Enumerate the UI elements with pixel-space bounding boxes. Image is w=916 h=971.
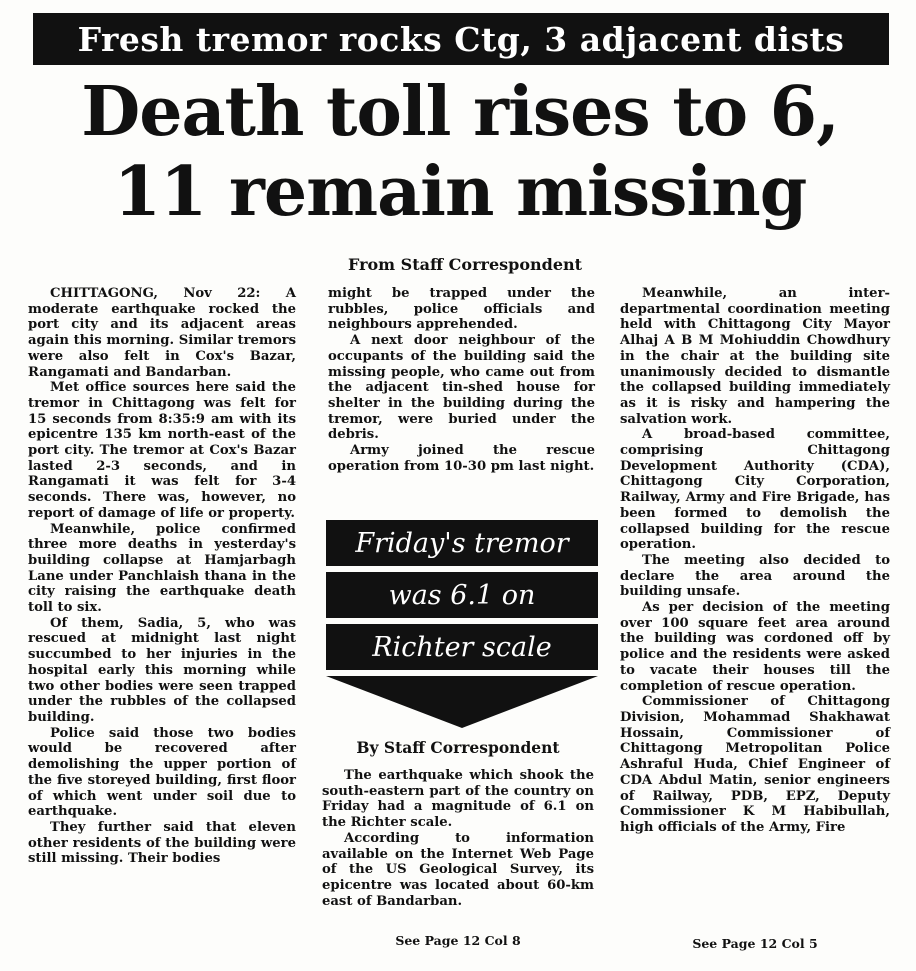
paragraph: Meanwhile, police confirmed three more deaths in yesterday's building collapse at Hamjarbagh Lane under Panchlaish thana in the city raising the earthquake death toll to six. [28,521,296,616]
paragraph: Met office sources here said the tremor in Chittagong was felt for 15 seconds from 8:35:9 am with its epicentre 135 km north-east of the port city. The tremor at Cox's Bazar lasted 2-3 seconds, and in Rangamati it was felt for 3-4 seconds. There was, however, no report of damage of life or property. [28,380,296,521]
continuation-note: See Page 12 Col 5 [692,936,818,951]
paragraph: CHITTAGONG, Nov 22: A moderate earthquake rocked the port city and its adjacent areas again this morning. Similar tremors were also felt in Cox's Bazar, Rangamati and Bandarban. [28,286,296,380]
headline [20,72,900,232]
pullquote [326,520,598,730]
pullquote-line-2: was 6.1 on [326,572,598,618]
column-3 [620,286,890,836]
paragraph: They further said that eleven other residents of the building were still missing. Their bodies [28,819,296,867]
paragraph: Army joined the rescue operation from 10-30 pm last night. [328,443,595,474]
paragraph: A next door neighbour of the occupants of the building said the missing people, who came out from the adjacent tin-shed house for shelter in the building during the tremor, were buried under the debris. [328,333,595,443]
paragraph: might be trapped under the rubbles, police officials and neighbours apprehended. [328,286,595,333]
paragraph: According to information available on the Internet Web Page of the US Geological Survey, its epicentre was located about 60-km east of Bandarban. [322,830,594,909]
pullquote-line-3: Richter scale [326,624,598,670]
paragraph: The meeting also decided to declare the area around the building unsafe. [620,552,890,600]
byline-mid: By Staff Correspondent [356,738,560,757]
headline-line-2: 11 remain missing [113,152,807,232]
paragraph: Meanwhile, an inter-departmental coordination meeting held with Chittagong City Mayor Alhaj A B M Mohiuddin Chowdhury in the chair at the building site unanimously decided to dismantle the collapsed building immediately as it is risky and hampering the salvation work. [620,286,890,427]
column-2-top [328,286,595,474]
paragraph: Commissioner of Chittagong Division, Mohammad Shakhawat Hossain, Commissioner of Chittagong Metropolitan Police Ashraful Huda, Chief Engineer of CDA Abdul Matin, senior engineers of Railway, PDB, EPZ, Deputy Commissioner K M Habibullah, high officials of the Army, Fire [620,694,890,835]
kicker-banner [33,13,889,65]
paragraph: Police said those two bodies would be recovered after demolishing the upper portion of the five storeyed building, first floor of which went under soil due to earthquake. [28,725,296,820]
pullquote-line-1: Friday's tremor [326,520,598,566]
kicker-text: Fresh tremor rocks Ctg, 3 adjacent dists [77,19,845,59]
column-1 [28,286,296,867]
paragraph: As per decision of the meeting over 100 square feet area around the building was cordoned off by police and the residents were asked to vacate their houses till the completion of rescue operation. [620,600,890,694]
column-2-bottom [322,768,594,909]
byline-top: From Staff Correspondent [347,255,583,274]
pullquote-arrow-icon [326,676,598,730]
paragraph: A broad-based committee, comprising Chittagong Development Authority (CDA), Chittagong City Corporation, Railway, Army and Fire Brigade, has been formed to demolish the collapsed building for the rescue operation. [620,427,890,553]
continuation-note: See Page 12 Col 8 [395,933,521,948]
headline-line-1: Death toll rises to 6, [81,72,839,152]
paragraph: Of them, Sadia, 5, who was rescued at midnight last night succumbed to her injuries in the hospital early this morning while two other bodies were seen trapped under the rubbles of the collapsed building. [28,615,296,725]
paragraph: The earthquake which shook the south-eastern part of the country on Friday had a magnitude of 6.1 on the Richter scale. [322,768,594,831]
